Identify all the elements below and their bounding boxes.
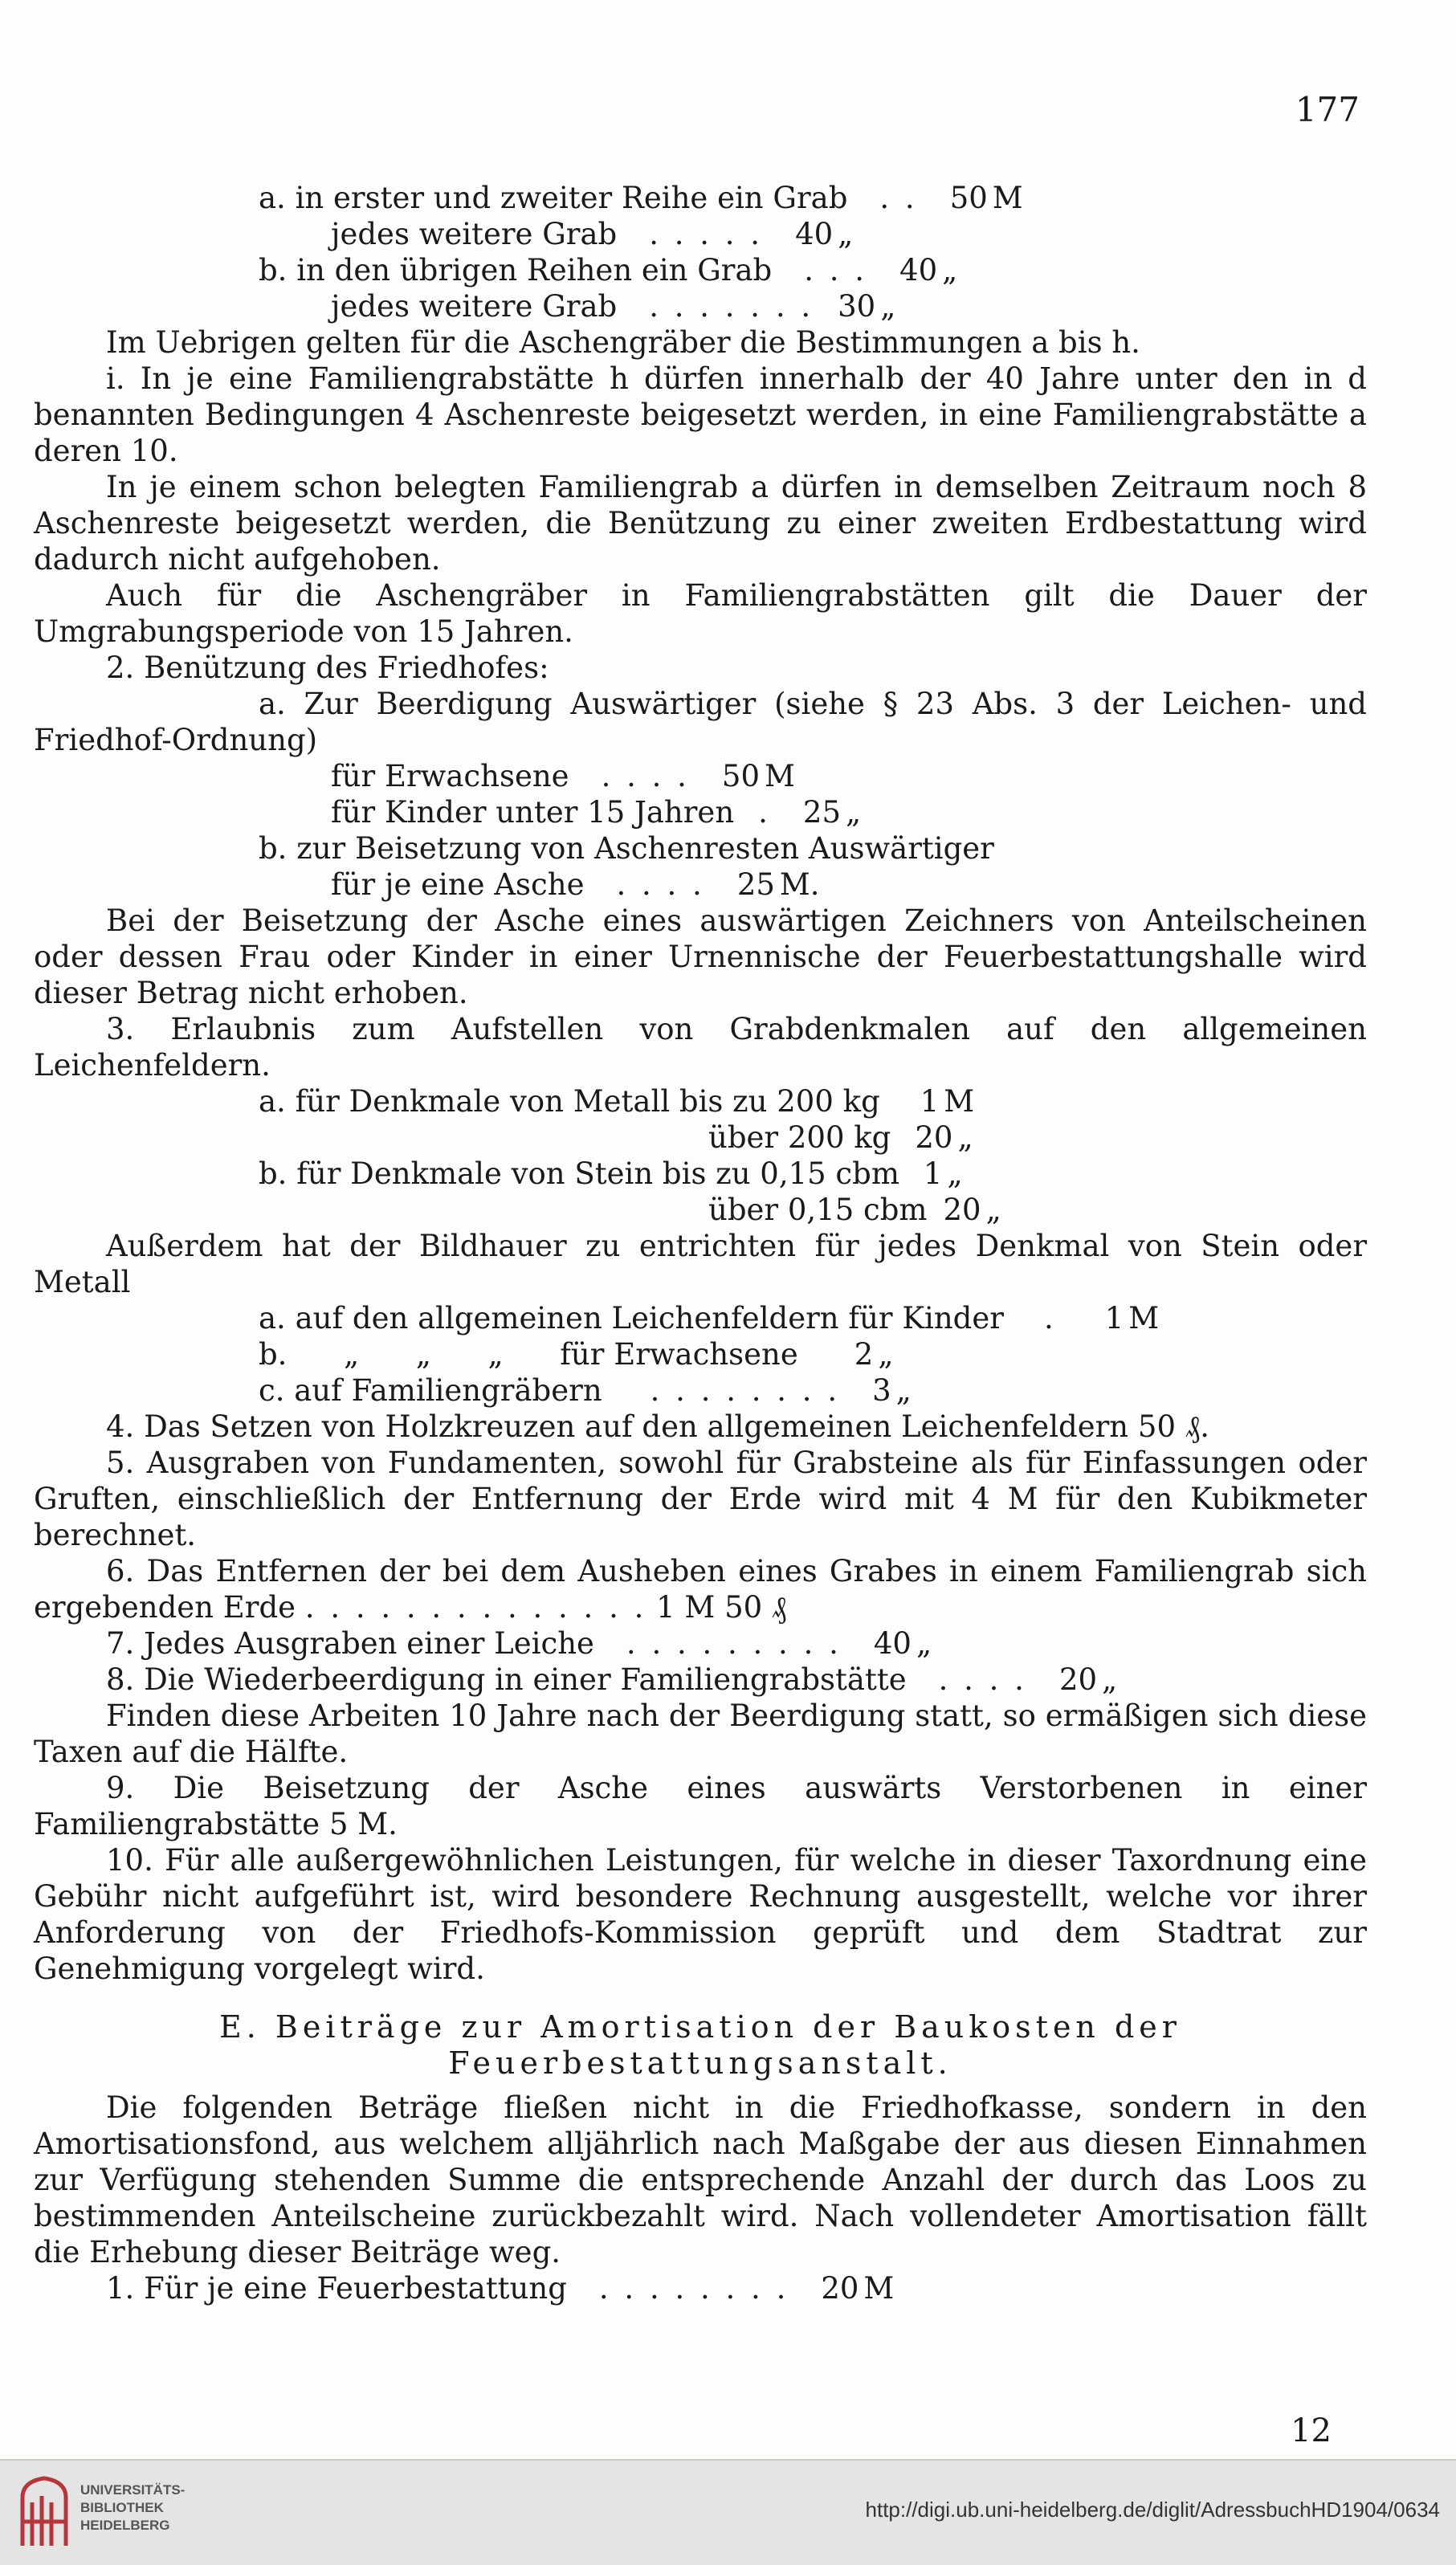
fee-amount: 40 xyxy=(873,1626,912,1661)
fee-unit: „ xyxy=(916,1626,932,1661)
fee-label: b. „ „ „ für Erwachsene xyxy=(259,1337,798,1372)
fee-amount: 1 M 50 ₰ xyxy=(656,1590,787,1625)
fee-unit: „ xyxy=(947,1156,963,1191)
fee-amount: 20 xyxy=(943,1193,981,1227)
fee-amount: 30 xyxy=(838,289,876,324)
fee-label: b. in den übrigen Reihen ein Grab xyxy=(259,253,773,287)
fee-amount: 25 xyxy=(736,867,775,902)
fee-label: über 0,15 cbm xyxy=(708,1193,928,1227)
fee-line xyxy=(34,1372,1367,1409)
library-logo-icon[interactable] xyxy=(18,2473,71,2551)
fee-line xyxy=(34,1336,1367,1372)
fee-unit: „ xyxy=(942,253,958,287)
leader-dots: . . xyxy=(879,181,918,215)
paragraph: In je einem schon belegten Familiengrab a dürfen in demselben Zeitraum noch 8 Aschenreste beigesetzt werden, die Benützung zu einer zweiten Erdbestattung wird dadurch nicht aufgehoben. xyxy=(34,470,1367,577)
fee-label: jedes weitere Grab xyxy=(331,217,618,251)
leader-dots: . . . . . xyxy=(649,217,764,251)
fee-label: für Kinder unter 15 Jahren xyxy=(331,795,735,830)
document-body xyxy=(34,180,1367,2306)
library-name[interactable] xyxy=(80,2481,185,2534)
leader-dots: . . . . . . . . . . . . . . xyxy=(304,1590,647,1625)
paragraph xyxy=(34,1553,1367,1625)
fee-line xyxy=(34,1156,1367,1192)
item-text: 6. Das Entfernen der bei dem Ausheben eines Grabes in einem Familiengrab sich ergebenden Erde xyxy=(34,1554,1367,1625)
fee-line xyxy=(34,1300,1367,1336)
fee-amount: 50 xyxy=(721,759,760,793)
paragraph: i. In je eine Familiengrabstätte h dürfen innerhalb der 40 Jahre unter den in d benannten Bedingungen 4 Aschenreste beigesetzt werden, in eine Familiengrabstätte a deren 10. xyxy=(34,361,1367,468)
fee-label: für Erwachsene xyxy=(331,759,569,793)
fee-label: jedes weitere Grab xyxy=(331,289,618,324)
fee-amount: 3 xyxy=(872,1373,891,1408)
fee-line xyxy=(34,1192,1367,1228)
paragraph: Im Uebrigen gelten für die Aschengräber die Bestimmungen a bis h. xyxy=(106,325,1140,360)
source-url-link[interactable]: http://digi.ub.uni-heidelberg.de/diglit/AdressbuchHD1904/0634 xyxy=(865,2498,1440,2522)
leader-dots: . . . . . . . . xyxy=(598,2271,789,2306)
library-footer xyxy=(0,2459,1456,2565)
fee-label: a. für Denkmale von Metall bis zu 200 kg xyxy=(259,1084,880,1119)
fee-unit: M xyxy=(992,181,1023,215)
fee-label: für je eine Asche xyxy=(331,867,585,902)
paragraph: 4. Das Setzen von Holzkreuzen auf den allgemeinen Leichenfeldern 50 ₰. xyxy=(106,1409,1210,1444)
leader-dots: . xyxy=(1043,1301,1057,1336)
fee-unit: „ xyxy=(985,1193,1001,1227)
fee-unit: M xyxy=(765,759,795,793)
fee-amount: 50 xyxy=(949,181,988,215)
fee-label: b. für Denkmale von Stein bis zu 0,15 cbm xyxy=(259,1156,899,1191)
page-number: 177 xyxy=(1295,90,1360,129)
fee-unit: M xyxy=(1128,1301,1160,1336)
fee-amount: 40 xyxy=(795,217,834,251)
leader-dots: . xyxy=(758,795,771,830)
fee-amount: 20 xyxy=(821,2271,859,2306)
fee-unit: „ xyxy=(878,1337,894,1372)
fee-amount: 20 xyxy=(915,1120,953,1155)
paragraph: 5. Ausgraben von Fundamenten, sowohl für Grabsteine als für Einfassungen oder Gruften, einschließlich der Entfernung der Erde wird mit 4 M für den Kubikmeter berechnet. xyxy=(34,1446,1367,1552)
fee-amount: 1 xyxy=(1104,1301,1124,1336)
leader-dots: . . . . xyxy=(938,1662,1027,1697)
fee-line xyxy=(34,1119,1367,1156)
fee-unit: „ xyxy=(880,289,896,324)
fee-unit: M. xyxy=(779,867,820,902)
fee-label: a. in erster und zweiter Reihe ein Grab xyxy=(259,181,848,215)
fee-amount: 20 xyxy=(1058,1662,1098,1697)
fee-label: über 200 kg xyxy=(708,1120,891,1155)
fee-line xyxy=(34,180,1367,216)
fee-label: 7. Jedes Ausgraben einer Leiche xyxy=(106,1626,594,1661)
fee-label: 1. Für je eine Feuerbestattung xyxy=(106,2271,567,2306)
leader-dots: . . . . xyxy=(616,867,705,902)
library-name-line: HEIDELBERG xyxy=(80,2518,170,2533)
fee-line xyxy=(34,758,1367,794)
paragraph: b. zur Beisetzung von Aschenresten Auswärtiger xyxy=(259,831,994,866)
footer-divider xyxy=(0,2459,1456,2461)
paragraph: a. Zur Beerdigung Auswärtiger (siehe § 23 Abs. 3 der Leichen- und Friedhof-Ordnung) xyxy=(34,687,1367,757)
fee-line xyxy=(34,288,1367,324)
paragraph: 10. Für alle außergewöhnlichen Leistungen, für welche in dieser Taxordnung eine Gebühr nicht aufgeführt ist, wird besondere Rechnung ausgestellt, welche vor ihrer Anforderung von der Friedhofs-Kommission geprüft und dem Stadtrat zur Genehmigung vorgelegt wird. xyxy=(34,1843,1367,1986)
library-name-line: BIBLIOTHEK xyxy=(80,2500,164,2515)
fee-amount: 2 xyxy=(854,1337,874,1372)
fee-label: a. auf den allgemeinen Leichenfeldern für Kinder xyxy=(259,1301,1004,1336)
paragraph: Auch für die Aschengräber in Familiengrabstätten gilt die Dauer der Umgrabungsperiode von 15 Jahren. xyxy=(34,578,1367,649)
leader-dots: . . . . xyxy=(601,759,690,793)
section-heading: 2. Benützung des Friedhofes: xyxy=(106,650,549,685)
fee-label: 8. Die Wiederbeerdigung in einer Familiengrabstätte xyxy=(106,1662,907,1697)
fee-line xyxy=(34,794,1367,830)
fee-amount: 1 xyxy=(923,1156,943,1191)
leader-dots: . . . . . . . . . xyxy=(626,1626,842,1661)
leader-dots: . . . xyxy=(804,253,868,287)
fee-unit: „ xyxy=(846,795,862,830)
paragraph: Finden diese Arbeiten 10 Jahre nach der Beerdigung statt, so ermäßigen sich diese Taxen auf die Hälfte. xyxy=(34,1698,1367,1769)
fee-line xyxy=(34,1662,1367,1698)
fee-line xyxy=(34,216,1367,252)
fee-line xyxy=(34,867,1367,903)
paragraph: Die folgenden Beträge fließen nicht in die Friedhofkasse, sondern in den Amortisationsfond, aus welchem alljährlich nach Maßgabe der aus diesen Einnahmen zur Verfügung stehenden Summe die entsprechende Anzahl der durch das Loos zu bestimmenden Anteilscheine zurückbezahlt wird. Nach vollendeter Amortisation fällt die Erhebung dieser Beiträge weg. xyxy=(34,2090,1367,2269)
fee-line xyxy=(34,1625,1367,1662)
fee-amount: 1 xyxy=(920,1084,940,1119)
signature-mark: 12 xyxy=(1291,2412,1332,2449)
fee-unit: M xyxy=(863,2271,895,2306)
fee-label: c. auf Familiengräbern xyxy=(259,1373,602,1408)
library-name-line: UNIVERSITÄTS- xyxy=(80,2482,186,2498)
leader-dots: . . . . . . . . xyxy=(650,1373,841,1408)
paragraph: Bei der Beisetzung der Asche eines auswärtigen Zeichners von Anteilscheinen oder dessen Frau oder Kinder in einer Urnennische der Feuerbestattungshalle wird dieser Betrag nicht erhoben. xyxy=(34,903,1367,1010)
fee-unit: „ xyxy=(838,217,854,251)
paragraph: 9. Die Beisetzung der Asche eines auswärts Verstorbenen in einer Familiengrabstätte 5 M. xyxy=(34,1771,1367,1841)
fee-unit: „ xyxy=(895,1373,912,1408)
fee-amount: 25 xyxy=(802,795,842,830)
fee-line xyxy=(34,2270,1367,2306)
fee-unit: M xyxy=(944,1084,975,1119)
section-heading-e: E. Beiträge zur Amortisation der Baukosten der Feuerbestattungsanstalt. xyxy=(219,2009,1181,2081)
fee-unit: „ xyxy=(957,1120,973,1155)
paragraph: Außerdem hat der Bildhauer zu entrichten für jedes Denkmal von Stein oder Metall xyxy=(34,1229,1367,1299)
fee-line xyxy=(34,252,1367,288)
fee-line xyxy=(34,1083,1367,1119)
fee-unit: „ xyxy=(1102,1662,1118,1697)
fee-amount: 40 xyxy=(899,253,938,287)
leader-dots: . . . . . . . xyxy=(649,289,814,324)
section-heading: 3. Erlaubnis zum Aufstellen von Grabdenkmalen auf den allgemeinen Leichenfeldern. xyxy=(34,1012,1367,1083)
